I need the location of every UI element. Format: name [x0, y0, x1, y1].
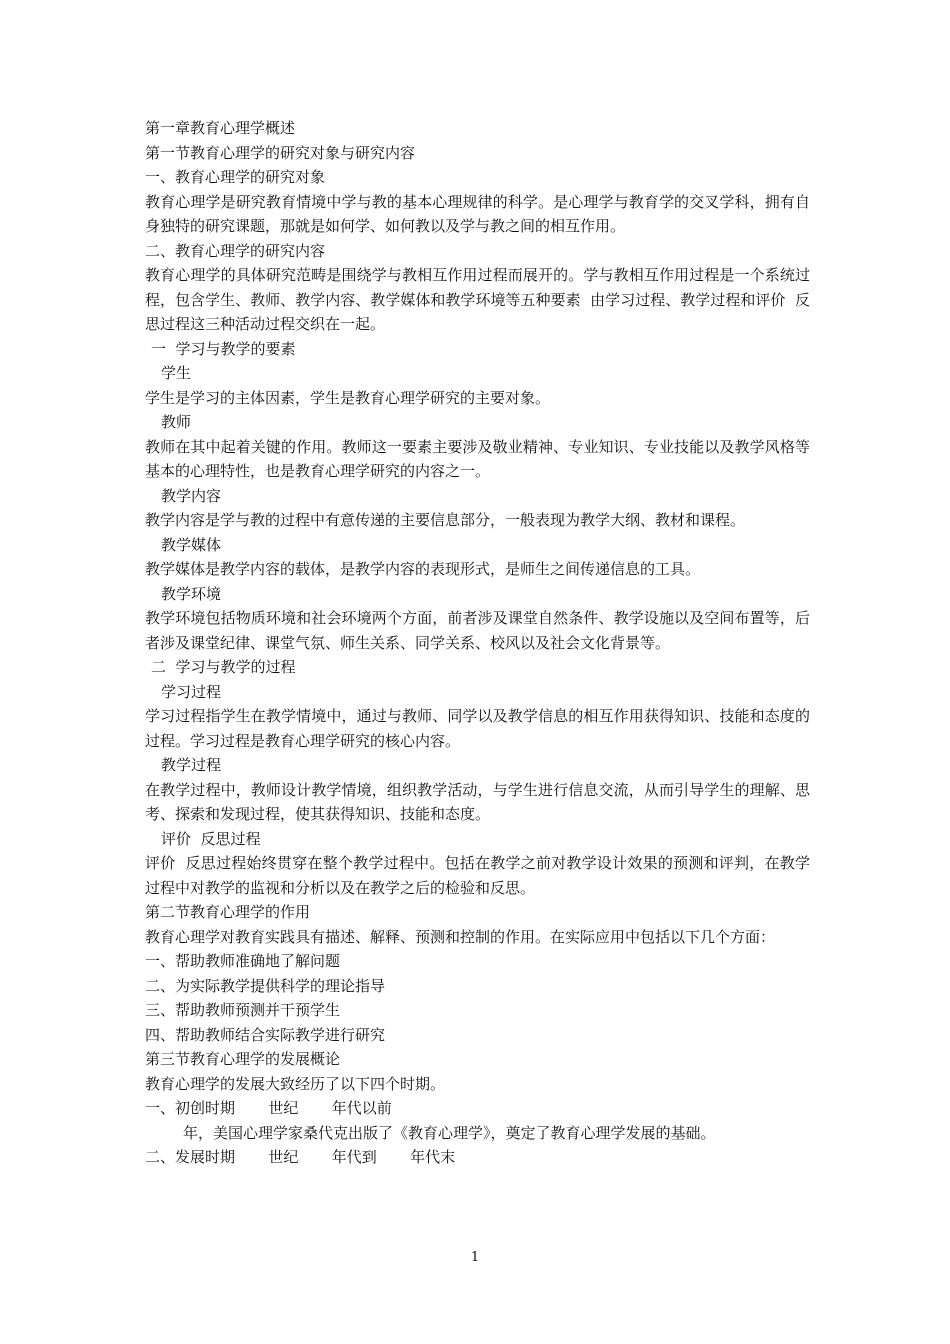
paragraph-environment: 教学环境包括物质环境和社会环境两个方面，前者涉及课堂自然条件、教学设施以及空间布置等，后者涉及课堂纪律、课堂气氛、师生关系、同学关系、校风以及社会文化背景等。: [145, 609, 810, 652]
section-3-item-1-paragraph: 年，美国心理学家桑代克出版了《教育心理学》，奠定了教育心理学发展的基础。: [183, 1123, 716, 1142]
section-2-paragraph: 教育心理学对教育实践具有描述、解释、预测和控制的作用。在实际应用中包括以下几个方面：: [145, 927, 776, 946]
subheading-teaching: 教学过程: [161, 756, 222, 774]
paragraph-evaluation: 评价 反思过程始终贯穿在整个教学过程中。包括在教学之前对教学设计效果的预测和评判，在教学过程中对教学的监视和分析以及在教学之后的检验和反思。: [145, 854, 810, 897]
section-3-item-2: 二、发展时期 世纪 年代到 年代末: [145, 1148, 456, 1166]
document-body: [145, 116, 810, 1170]
subheading-content: 教学内容: [161, 486, 222, 505]
paragraph-learning: 学习过程指学生在教学情境中，通过与教师、同学以及教学信息的相互作用获得知识、技能和态度的过程。学习过程是教育心理学研究的核心内容。: [145, 707, 810, 750]
section-2-title: 第二节教育心理学的作用: [145, 903, 311, 921]
paragraph-student: 学生是学习的主体因素，学生是教育心理学研究的主要对象。: [145, 388, 551, 407]
section-2-item-4: 四、帮助教师结合实际教学进行研究: [145, 1025, 386, 1044]
subheading-teacher: 教师: [161, 413, 192, 431]
page-number: 1: [470, 1250, 480, 1265]
section-2-item-1: 一、帮助教师准确地了解问题: [145, 952, 341, 970]
section-2-item-3: 三、帮助教师预测并干预学生: [145, 1001, 341, 1019]
subheading-media: 教学媒体: [161, 535, 222, 554]
paragraph-teaching: 在教学过程中，教师设计教学情境，组织教学活动，与学生进行信息交流，从而引导学生的理解、思考、探索和发现过程，使其获得知识、技能和态度。: [145, 780, 810, 823]
section-3-paragraph: 教育心理学的发展大致经历了以下四个时期。: [145, 1074, 446, 1093]
paragraph-media: 教学媒体是教学内容的载体，是教学内容的表现形式，是师生之间传递信息的工具。: [145, 560, 701, 578]
heading-elements: 一 学习与教学的要素: [151, 339, 296, 358]
subheading-learning: 学习过程: [161, 682, 222, 701]
section-1-paragraph-1: 教育心理学是研究教育情境中学与教的基本心理规律的科学。是心理学与教育学的交叉学科，拥有自身独特的研究课题，那就是如何学、如何教以及学与教之间的相互作用。: [145, 192, 810, 235]
heading-process: 二 学习与教学的过程: [151, 658, 296, 676]
section-2-item-2: 二、为实际教学提供科学的理论指导: [145, 976, 386, 995]
section-1-paragraph-2: 教育心理学的具体研究范畴是围绕学与教相互作用过程而展开的。学与教相互作用过程是一个系统过程，包含学生、教师、教学内容、教学媒体和教学环境等五种要素 由学习过程、教学过程和评价 反思过程这三种活动过程交织在一起。: [145, 266, 810, 333]
subheading-evaluation: 评价 反思过程: [161, 829, 261, 848]
subheading-student: 学生: [161, 364, 192, 382]
section-1-title: 第一节教育心理学的研究对象与研究内容: [145, 143, 416, 162]
section-1-heading-1: 一、教育心理学的研究对象: [145, 168, 326, 186]
subheading-environment: 教学环境: [161, 584, 222, 603]
chapter-title: 第一章教育心理学概述: [145, 119, 296, 137]
paragraph-teacher: 教师在其中起着关键的作用。教师这一要素主要涉及敬业精神、专业知识、专业技能以及教学风格等基本的心理特性，也是教育心理学研究的内容之一。: [145, 437, 810, 480]
section-3-item-1: 一、初创时期 世纪 年代以前: [145, 1099, 392, 1117]
section-1-heading-2: 二、教育心理学的研究内容: [145, 241, 326, 260]
paragraph-content: 教学内容是学与教的过程中有意传递的主要信息部分，一般表现为教学大纲、教材和课程。: [145, 511, 746, 529]
section-3-title: 第三节教育心理学的发展概论: [145, 1050, 341, 1068]
